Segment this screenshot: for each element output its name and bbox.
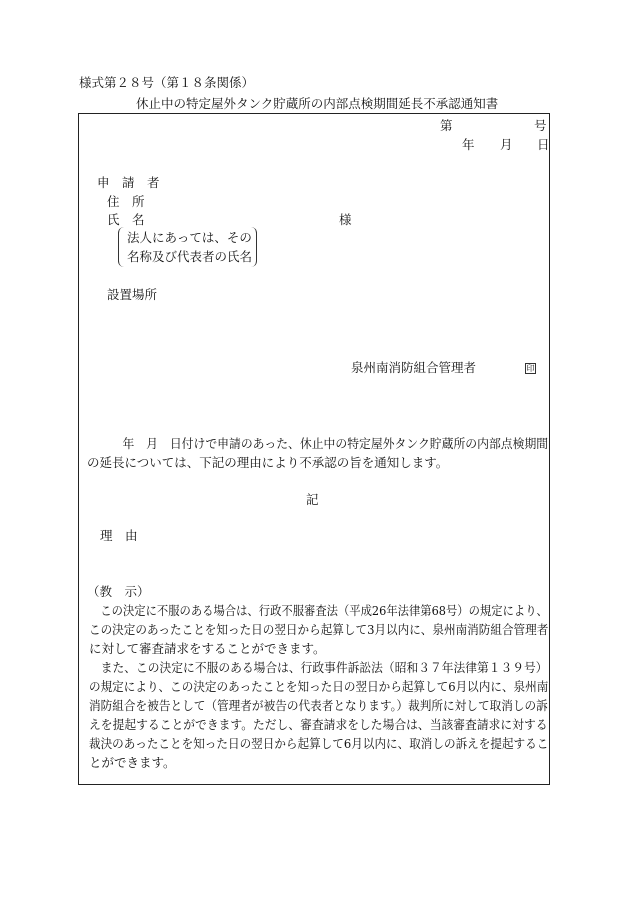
seal-mark: 印 bbox=[526, 364, 535, 373]
notice-line: この決定に不服のある場合は、行政不服審査法（平成26年法律第68号）の規定により、 bbox=[89, 603, 548, 618]
notice-heading: （教 示） bbox=[87, 584, 150, 599]
name-label: 氏 名 bbox=[107, 212, 145, 227]
body-line-2: の延長については、下記の理由により不承認の旨を通知します。 bbox=[87, 455, 449, 470]
body-line-1: 年 月 日付けで申請のあった、休止中の特定屋外タンク貯蔵所の内部点検期間 bbox=[87, 436, 549, 451]
notice-line: の規定により、この決定のあったことを知った日の翌日から起算して6月以内に、泉州南 bbox=[89, 679, 549, 694]
notice-line: えを提起することができます。ただし、審査請求をした場合は、当該審査請求に対する bbox=[89, 717, 548, 732]
date-day: 日 bbox=[537, 137, 550, 152]
honorific-sama: 様 bbox=[339, 212, 352, 227]
issuer-name: 泉州南消防組合管理者 bbox=[351, 360, 477, 375]
date-month: 月 bbox=[500, 137, 513, 152]
form-number: 様式第２８号（第１８条関係） bbox=[79, 75, 255, 90]
address-label: 住 所 bbox=[107, 194, 145, 209]
location-label: 設置場所 bbox=[107, 287, 158, 302]
notice-line: また、この決定に不服のある場合は、行政事件訴訟法（昭和３７年法律第１３９号） bbox=[89, 660, 548, 675]
notice-line: この決定のあったことを知った日の翌日から起算して3月以内に、泉州南消防組合管理者 bbox=[89, 622, 549, 637]
date-year: 年 bbox=[462, 137, 475, 152]
corporate-note-line2: 名称及び代表者の氏名 bbox=[127, 249, 253, 264]
notice-line: 裁決のあったことを知った日の翌日から起算して6月以内に、取消しの訴えを提起するこ bbox=[89, 736, 549, 751]
ki-heading: 記 bbox=[306, 492, 319, 507]
notice-line: 消防組合を被告として（管理者が被告の代表者となります。）裁判所に対して取消しの訴 bbox=[89, 698, 548, 713]
reason-label: 理 由 bbox=[100, 528, 138, 543]
document-title: 休止中の特定屋外タンク貯蔵所の内部点検期間延長不承認通知書 bbox=[136, 96, 499, 111]
corporate-note-line1: 法人にあっては、その bbox=[127, 230, 252, 245]
applicant-heading: 申 請 者 bbox=[97, 175, 160, 190]
notice-line: とができます。 bbox=[89, 755, 176, 770]
number-go: 号 bbox=[534, 118, 547, 133]
number-dai: 第 bbox=[440, 118, 453, 133]
notice-line: に対して審査請求をすることができます。 bbox=[89, 641, 326, 656]
